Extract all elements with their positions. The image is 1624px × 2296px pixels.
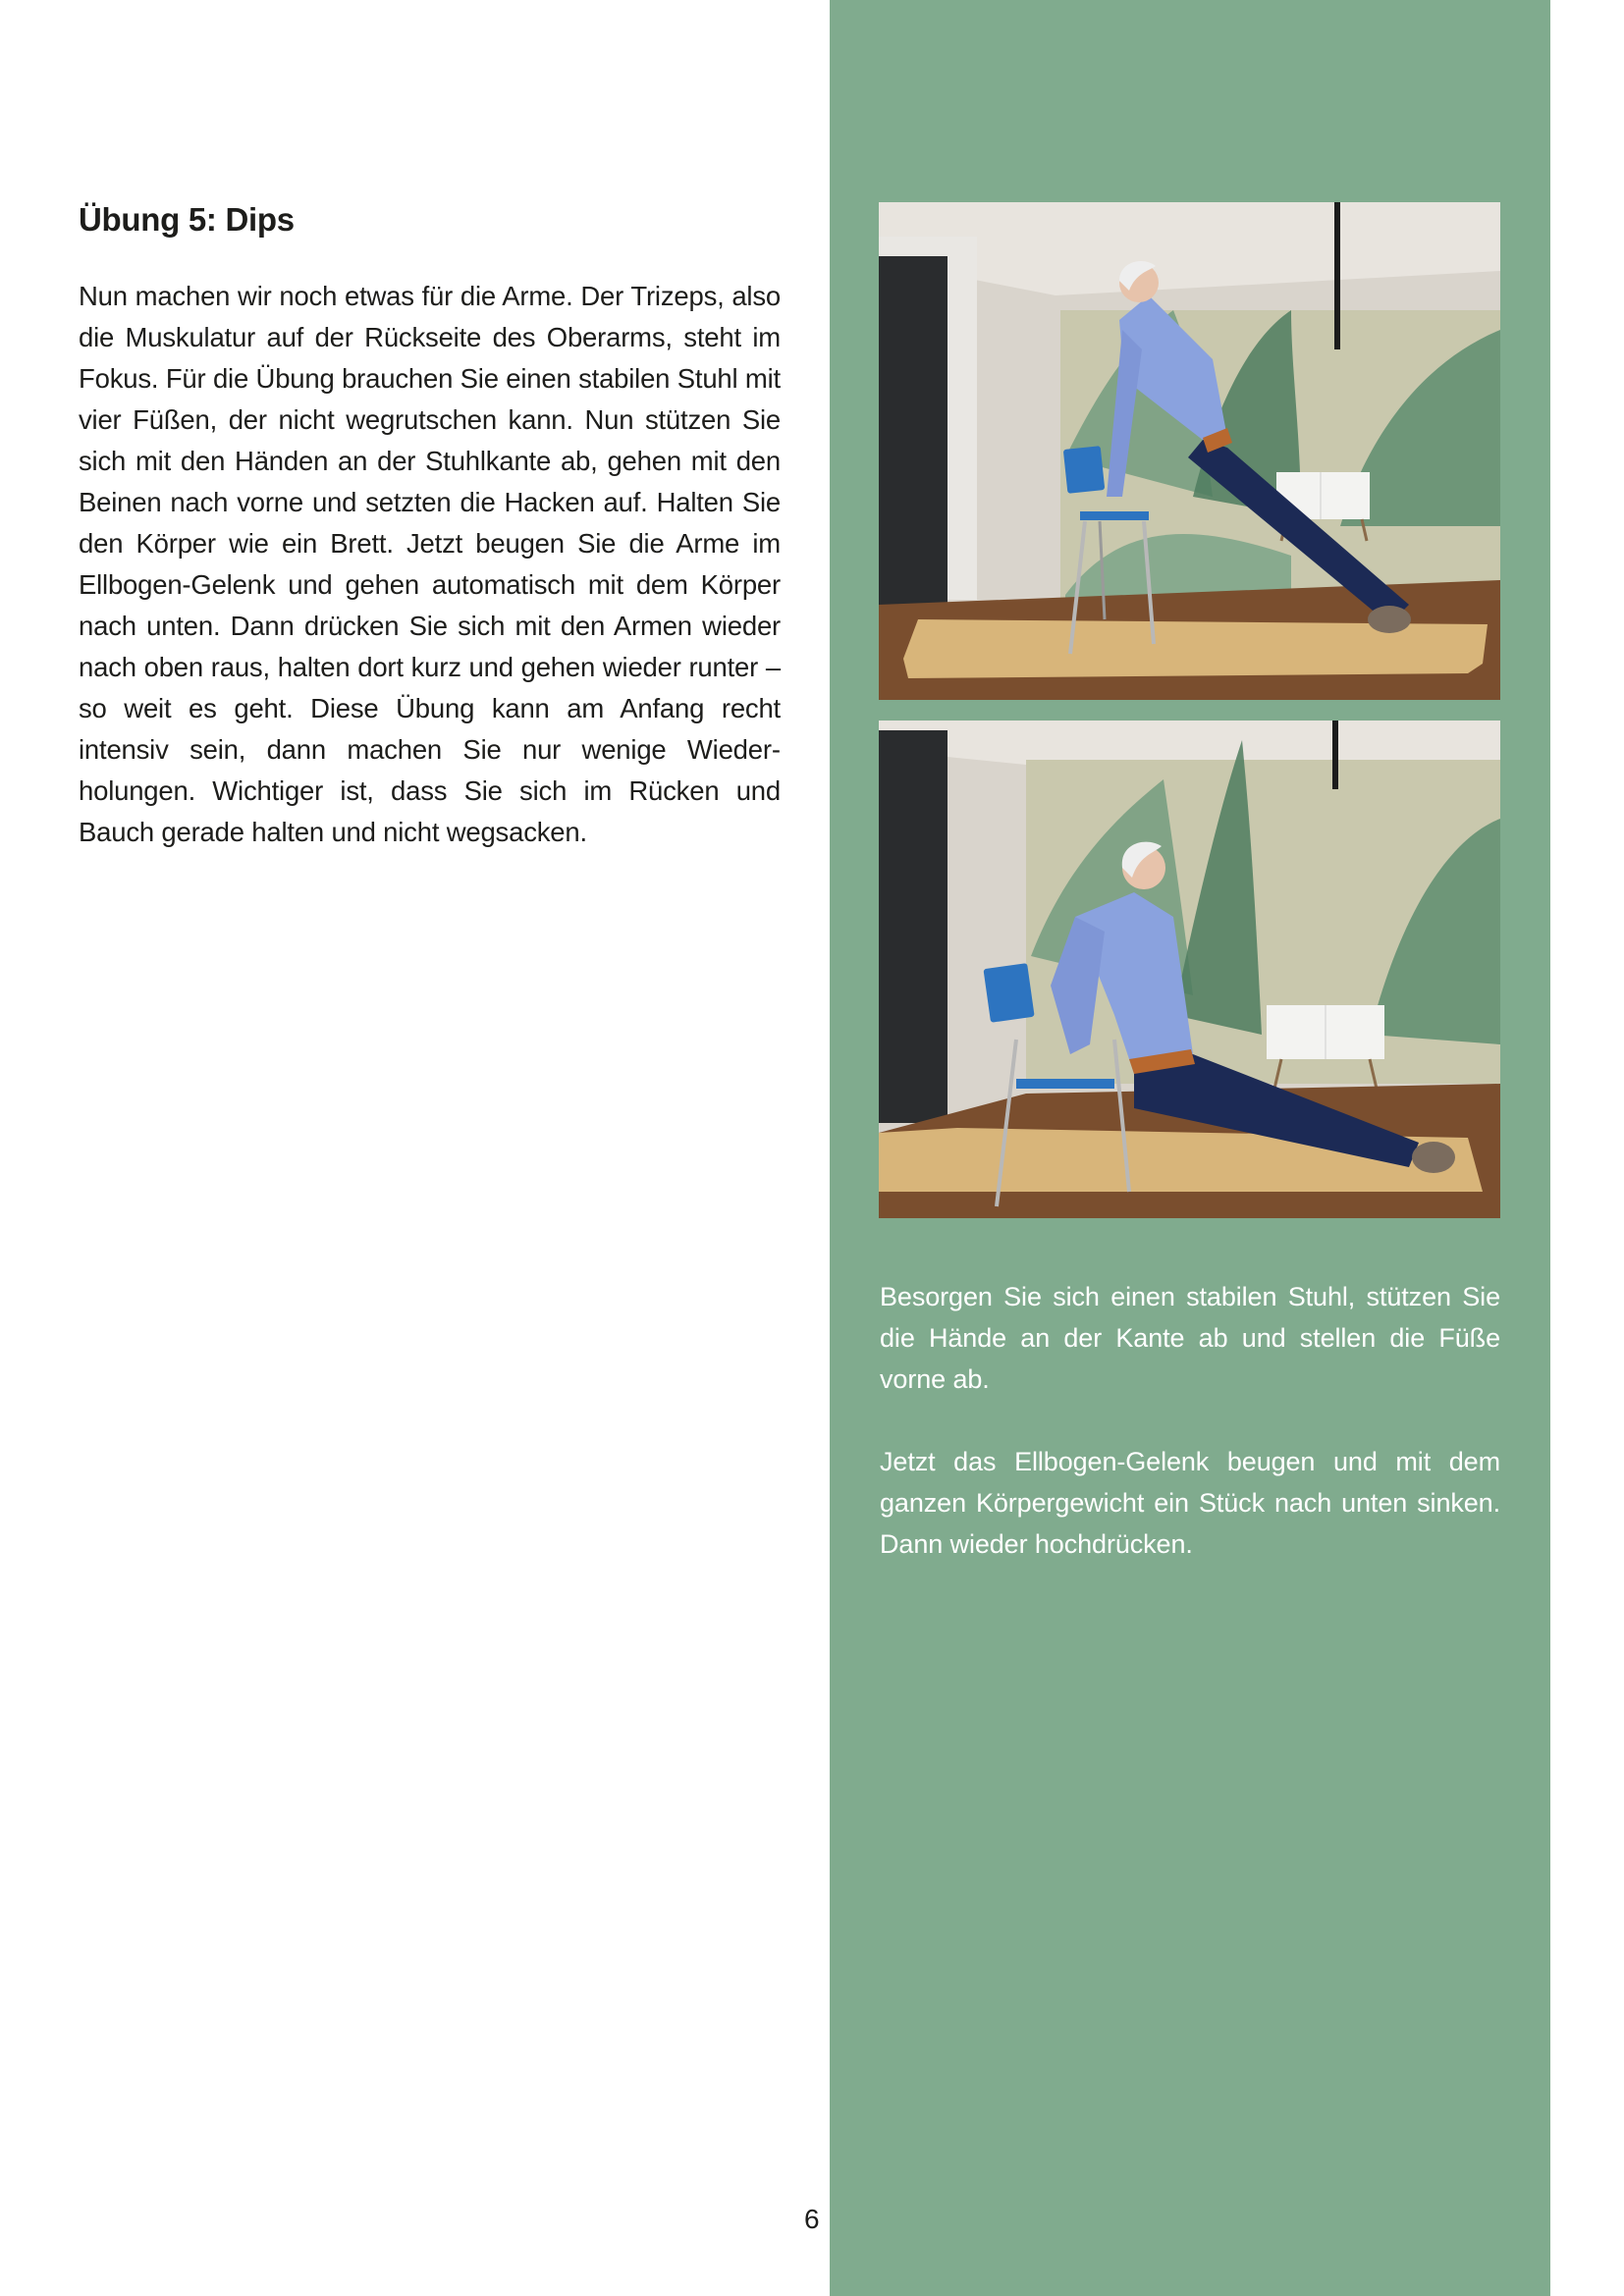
photo-start-position-image [879,202,1500,700]
photo-lowered-position-image [879,721,1500,1218]
caption-lowered-position: Jetzt das Ellbogen-Gelenk beugen und mit dem ganzen Körpergewicht ein Stück nach unten sinken. Dann wieder hochdrücken. [880,1447,1500,1559]
photo-captions [880,1276,1500,1606]
caption-start-position: Besorgen Sie sich einen stabilen Stuhl, stützen Sie die Hände an der Kante ab und stellen die Füße vorne ab. [880,1282,1500,1394]
exercise-photo-start-position [879,202,1500,700]
exercise-description: Nun machen wir noch etwas für die Arme. Der Trizeps, also die Muskulatur auf der Rückseite des Oberarms, steht im Fokus. Für die Übung brauchen Sie einen stabilen Stuhl mit vier Füßen, der nicht wegrutschen kann. Nun stützen Sie sich mit den Händen an der Stuhlkante ab, gehen mit den Beinen nach vorne und setzten die Hacken auf. Halten Sie den Körper wie ein Brett. Jetzt beugen Sie die Arme im Ellbogen-Gelenk und gehen automatisch mit dem Körper nach unten. Dann drücken Sie sich mit den Armen wieder nach oben raus, halten dort kurz und gehen wieder runter – so weit es geht. Diese Übung kann am Anfang recht intensiv sein, dann machen Sie nur wenige Wiederholungen. Wichtiger ist, dass Sie sich im Rücken und Bauch gerade halten und nicht wegsacken. [79,281,781,847]
sidebar-panel [830,0,1550,2296]
exercise-section [79,201,781,853]
exercise-photo-lowered-position [879,721,1500,1218]
exercise-title: Übung 5: Dips [79,201,295,238]
page-number: 6 [804,2204,820,2234]
